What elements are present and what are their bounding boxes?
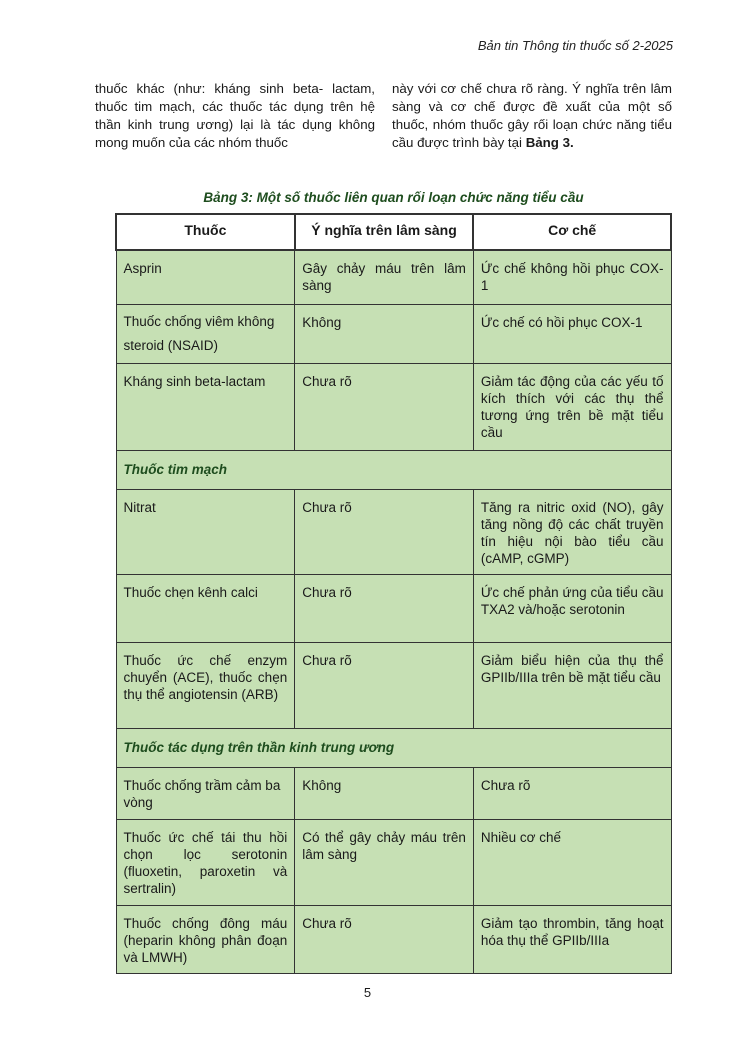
header-drug: Thuốc [116, 214, 295, 250]
drug-table [115, 213, 672, 974]
mechanism-cell: Ức chế phản ứng của tiểu cầu TXA2 và/hoặc serotonin [473, 574, 671, 642]
mechanism-cell: Ức chế không hồi phục COX-1 [473, 250, 671, 304]
mechanism-cell: Tăng ra nitric oxid (NO), gây tăng nồng độ các chất truyền tín hiệu nội bào tiểu cầu (cAMP, cGMP) [473, 489, 671, 574]
mechanism-cell: Chưa rõ [473, 767, 671, 819]
table-row [116, 489, 671, 574]
section-title-cns: Thuốc tác dụng trên thần kinh trung ương [116, 728, 671, 767]
clinical-cell: Có thể gây chảy máu trên lâm sàng [295, 819, 474, 905]
clinical-cell: Không [295, 767, 474, 819]
clinical-cell: Chưa rõ [295, 574, 474, 642]
table-row [116, 819, 671, 905]
table-header-row [116, 214, 671, 250]
clinical-cell: Chưa rõ [295, 905, 474, 973]
clinical-cell: Không [295, 304, 474, 363]
intro-right-column [392, 80, 672, 152]
table-row [116, 905, 671, 973]
bulletin-header: Bản tin Thông tin thuốc số 2-2025 [477, 38, 673, 53]
intro-left-column: thuốc khác (như: kháng sinh beta- lactam, thuốc tim mạch, các thuốc tác dụng trên hệ thần kinh trung ương) lại là tác dụng không mong muốn của các nhóm thuốc [95, 81, 375, 150]
table-row [116, 767, 671, 819]
drug-cell: Thuốc ức chế enzym chuyển (ACE), thuốc chẹn thụ thể angiotensin (ARB) [116, 642, 295, 728]
clinical-cell: Chưa rõ [295, 642, 474, 728]
section-row-cns [116, 728, 671, 767]
drug-cell: Thuốc chống đông máu (heparin không phân đoạn và LMWH) [116, 905, 295, 973]
header-mechanism: Cơ chế [473, 214, 671, 250]
drug-cell: Asprin [116, 250, 295, 304]
mechanism-cell: Giảm tạo thrombin, tăng hoạt hóa thụ thể GPIIb/IIIa [473, 905, 671, 973]
table-row [116, 304, 671, 363]
header-clinical: Ý nghĩa trên lâm sàng [295, 214, 474, 250]
mechanism-cell: Ức chế có hồi phục COX-1 [473, 304, 671, 363]
section-title-cardio: Thuốc tim mạch [116, 450, 671, 489]
mechanism-cell: Giảm biểu hiện của thụ thể GPIIb/IIIa trên bề mặt tiểu cầu [473, 642, 671, 728]
drug-cell: Thuốc chống viêm không steroid (NSAID) [116, 304, 295, 363]
drug-cell: Kháng sinh beta-lactam [116, 363, 295, 450]
table-row [116, 642, 671, 728]
clinical-cell: Gây chảy máu trên lâm sàng [295, 250, 474, 304]
clinical-cell: Chưa rõ [295, 363, 474, 450]
mechanism-cell: Giảm tác động của các yếu tố kích thích với các thụ thể tương ứng trên bề mặt tiểu cầu [473, 363, 671, 450]
drug-cell: Thuốc chẹn kênh calci [116, 574, 295, 642]
mechanism-cell: Nhiều cơ chế [473, 819, 671, 905]
drug-cell: Thuốc chống trầm cảm ba vòng [116, 767, 295, 819]
section-row-cardio [116, 450, 671, 489]
drug-cell: Nitrat [116, 489, 295, 574]
table-row [116, 574, 671, 642]
table-reference: Bảng 3. [525, 135, 574, 150]
intro-right-text: này với cơ chế chưa rõ ràng. Ý nghĩa trên lâm sàng và cơ chế được đề xuất của một số thuốc, nhóm thuốc gây rối loạn chức năng tiểu cầu được trình bày tại [392, 81, 672, 150]
table-row [116, 250, 671, 304]
table-row [116, 363, 671, 450]
table-caption: Bảng 3: Một số thuốc liên quan rối loạn chức năng tiểu cầu [203, 190, 584, 205]
intro-paragraph [95, 80, 672, 152]
drug-cell: Thuốc ức chế tái thu hồi chọn lọc serotonin (fluoxetin, paroxetin và sertralin) [116, 819, 295, 905]
clinical-cell: Chưa rõ [295, 489, 474, 574]
page-number: 5 [363, 985, 372, 1000]
